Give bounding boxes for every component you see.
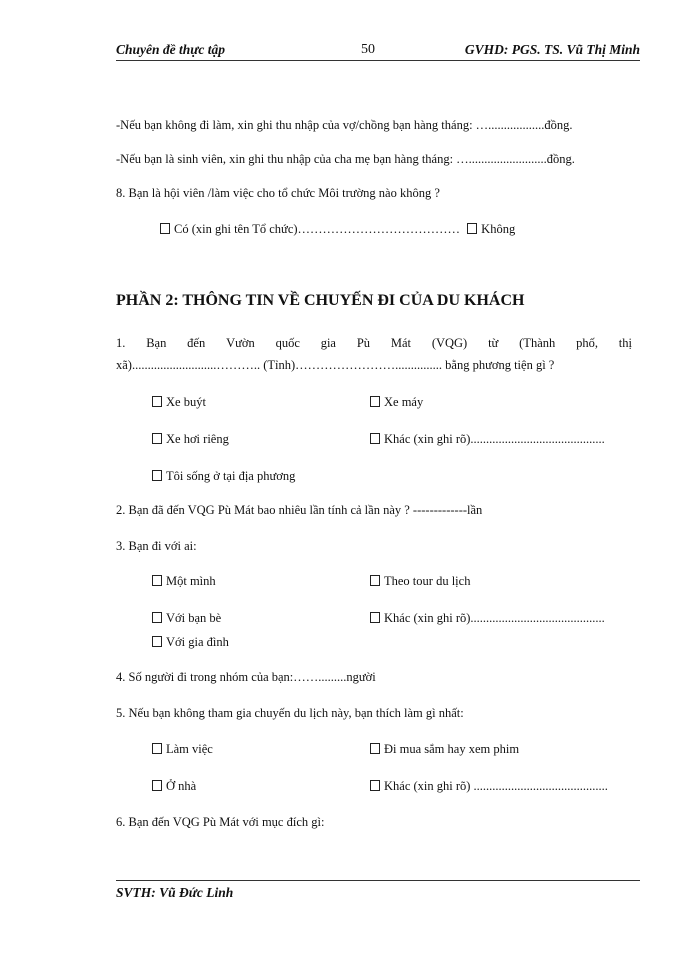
page-footer xyxy=(116,880,640,901)
checkbox[interactable] xyxy=(370,612,380,623)
q1-word: 1. xyxy=(116,336,126,350)
q1-word: đến xyxy=(187,336,206,350)
q1-option[interactable] xyxy=(370,395,423,410)
q1-option[interactable] xyxy=(152,469,295,484)
q5-option[interactable] xyxy=(152,779,196,794)
q1-word: Bạn xyxy=(146,336,167,350)
q8-yes-checkbox[interactable] xyxy=(160,223,170,234)
q8-no-label: Không xyxy=(481,222,516,236)
q1-word: (Thành xyxy=(519,336,556,350)
q1-option[interactable] xyxy=(370,432,605,447)
q1-word: gia xyxy=(320,336,336,350)
option-label: Với gia đình xyxy=(166,635,229,649)
option-label: Làm việc xyxy=(166,742,213,756)
question-6: 6. Bạn đến VQG Pù Mát với mục đích gì: xyxy=(116,815,325,829)
q1-word: quốc xyxy=(275,336,300,350)
checkbox[interactable] xyxy=(370,396,380,407)
q1-option[interactable] xyxy=(152,432,229,447)
checkbox[interactable] xyxy=(152,636,162,647)
question-4: 4. Số người đi trong nhóm của bạn:…….........người xyxy=(116,670,376,684)
option-label: Khác (xin ghi rõ) ........................................... xyxy=(384,779,608,793)
question-5: 5. Nếu bạn không tham gia chuyến du lịch này, bạn thích làm gì nhất: xyxy=(116,706,464,720)
checkbox[interactable] xyxy=(152,575,162,586)
q1-option[interactable] xyxy=(152,395,206,410)
page-header xyxy=(116,42,640,61)
option-label: Xe máy xyxy=(384,395,424,409)
question-3: 3. Bạn đi với ai: xyxy=(116,539,197,553)
question-8: 8. Bạn là hội viên /làm việc cho tổ chức Môi trường nào không ? xyxy=(116,186,440,200)
page-number: 50 xyxy=(361,42,375,57)
option-label: Tôi sống ở tại địa phương xyxy=(166,469,296,483)
q1-word: phố, xyxy=(576,336,598,350)
option-label: Khác (xin ghi rõ)........................................... xyxy=(384,432,605,446)
q1-word: Vườn xyxy=(226,336,255,350)
q1-word: Mát xyxy=(390,336,411,350)
checkbox[interactable] xyxy=(370,743,380,754)
q8-options xyxy=(160,222,515,237)
section-title: PHẦN 2: THÔNG TIN VỀ CHUYẾN ĐI CỦA DU KHÁCH xyxy=(116,292,525,309)
question-1-line2: xã)...........................……….. (Tỉnh)……………………............... bằng phương tiện gì ? xyxy=(116,358,555,372)
q8-yes-label: Có (xin ghi tên Tổ chức)………………………………… xyxy=(174,222,461,236)
checkbox[interactable] xyxy=(152,612,162,623)
q5-option[interactable] xyxy=(370,742,519,757)
q3-option[interactable] xyxy=(370,574,470,589)
q1-word: từ xyxy=(488,336,499,350)
checkbox[interactable] xyxy=(152,470,162,481)
option-label: Ở nhà xyxy=(166,779,197,793)
checkbox[interactable] xyxy=(370,575,380,586)
checkbox[interactable] xyxy=(152,743,162,754)
option-label: Xe hơi riêng xyxy=(166,432,229,446)
q5-option[interactable] xyxy=(152,742,213,757)
option-label: Xe buýt xyxy=(166,395,206,409)
checkbox[interactable] xyxy=(152,433,162,444)
option-label: Một mình xyxy=(166,574,216,588)
option-label: Đi mua sắm hay xem phim xyxy=(384,742,520,756)
q1-word: Pù xyxy=(356,336,371,350)
footer-student: SVTH: Vũ Đức Linh xyxy=(116,885,234,900)
q1-word: thị xyxy=(618,336,632,350)
header-topic: Chuyên đề thực tập xyxy=(116,42,225,57)
q3-option[interactable] xyxy=(370,611,605,626)
q8-no-checkbox[interactable] xyxy=(467,223,477,234)
checkbox[interactable] xyxy=(370,433,380,444)
income-spouse-line: -Nếu bạn không đi làm, xin ghi thu nhập của vợ/chồng bạn hàng tháng: …..................đồng. xyxy=(116,118,573,132)
option-label: Với bạn bè xyxy=(166,611,222,625)
checkbox[interactable] xyxy=(370,780,380,791)
question-2: 2. Bạn đã đến VQG Pù Mát bao nhiêu lần tính cả lần này ? -------------lần xyxy=(116,503,483,517)
header-supervisor: GVHD: PGS. TS. Vũ Thị Minh xyxy=(464,42,640,57)
income-parents-line: -Nếu bạn là sinh viên, xin ghi thu nhập của cha mẹ bạn hàng tháng: ….........................đồng. xyxy=(116,152,575,166)
option-label: Khác (xin ghi rõ)........................................... xyxy=(384,611,605,625)
q3-option[interactable] xyxy=(152,611,221,626)
checkbox[interactable] xyxy=(152,780,162,791)
checkbox[interactable] xyxy=(152,396,162,407)
q3-option[interactable] xyxy=(152,635,229,650)
q1-word: (VQG) xyxy=(431,336,468,350)
question-1-line1 xyxy=(116,336,632,351)
option-label: Theo tour du lịch xyxy=(384,574,471,588)
q3-option[interactable] xyxy=(152,574,216,589)
q5-option[interactable] xyxy=(370,779,608,794)
